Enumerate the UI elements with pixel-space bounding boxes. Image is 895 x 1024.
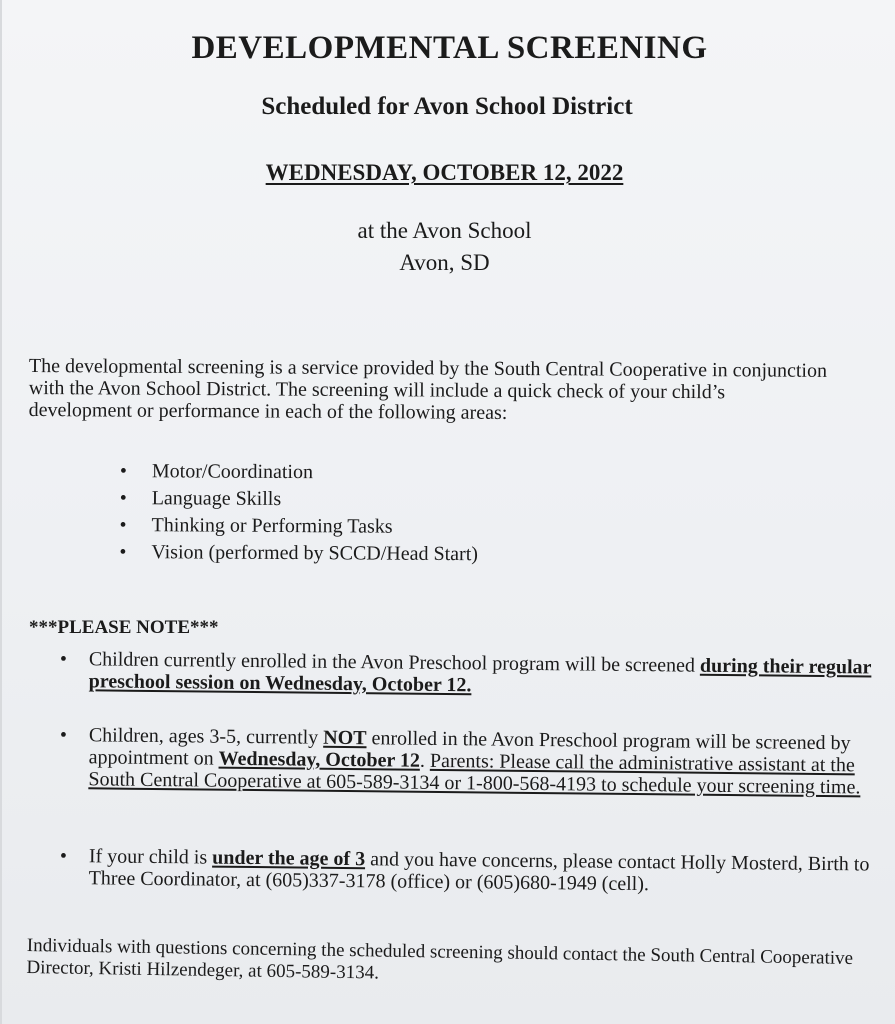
list-item: • Motor/Coordination xyxy=(120,458,479,487)
note-call-instructions: Parents: Please call the administrative assistant at the South Central Cooperative at 605-589-3134 or 1-800-568-4193 to schedule your screening time. xyxy=(88,749,861,799)
list-item: • Language Skills xyxy=(120,485,479,514)
page-subtitle: Scheduled for Avon School District xyxy=(261,93,633,120)
note-emphasis-date: Wednesday, October 12 xyxy=(218,747,421,772)
note-heading: ***PLEASE NOTE*** xyxy=(29,617,219,638)
note-item-body xyxy=(89,648,890,700)
bullet-icon: • xyxy=(59,845,68,868)
note-item-not-enrolled xyxy=(59,724,890,799)
note-emphasis: during their regular preschool session on Wednesday, October 12. xyxy=(88,654,872,697)
event-date: WEDNESDAY, OCTOBER 12, 2022 xyxy=(265,160,624,185)
bullet-icon: • xyxy=(59,724,68,747)
note-text: and you have concerns, please contact Holly Mosterd, Birth to Three Coordinator, at (605)337-3178 (office) or (605)680-1949 (cell). xyxy=(88,848,870,896)
note-item-under-three xyxy=(60,845,890,898)
note-text: Children currently enrolled in the Avon Preschool program will be screened xyxy=(88,648,701,677)
event-location-city: Avon, SD xyxy=(399,250,490,275)
note-text: Children, ages 3-5, currently xyxy=(88,724,324,749)
note-item-body xyxy=(88,724,890,798)
note-item-body xyxy=(89,845,890,897)
intro-paragraph: The developmental screening is a service provided by the South Central Cooperative in conjunction with the Avon School District. The screening will include a quick check of your child’s development or performance in each of the following areas: xyxy=(28,355,828,424)
page-title: DEVELOPMENTAL SCREENING xyxy=(191,30,708,66)
event-location-venue: at the Avon School xyxy=(357,218,532,243)
screening-areas-list xyxy=(119,458,478,568)
note-emphasis-not: NOT xyxy=(323,726,367,750)
note-text: enrolled in the Avon Preschool program will be screened by appointment on xyxy=(88,727,851,770)
note-item-preschool xyxy=(60,648,890,701)
closing-paragraph: Individuals with questions concerning the scheduled screening should contact the South Central Cooperative Director, Kristi Hilzendeger, at 605-589-3134. xyxy=(26,935,854,984)
note-text: If your child is xyxy=(88,845,213,869)
note-emphasis-age: under the age of 3 xyxy=(212,846,366,871)
note-text: . xyxy=(419,749,431,772)
bullet-icon: • xyxy=(59,648,68,671)
list-item: • Thinking or Performing Tasks xyxy=(120,512,479,541)
list-item: • Vision (performed by SCCD/Head Start) xyxy=(119,539,478,568)
